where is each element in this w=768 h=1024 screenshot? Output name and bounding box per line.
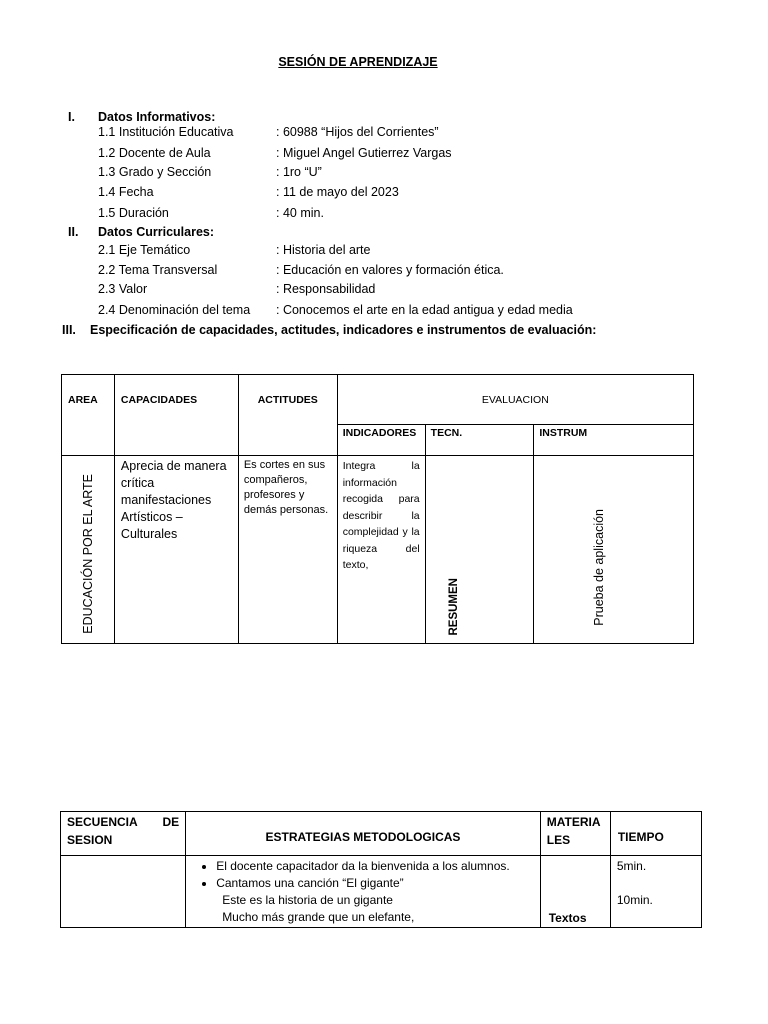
session-table (60, 811, 702, 928)
tiempo-cell (610, 856, 701, 928)
tecn-text: RESUMEN (447, 578, 460, 636)
tiempo-value: 5min. (616, 859, 647, 873)
info-value: : Conocemos el arte en la edad antigua y edad media (276, 303, 573, 317)
info-label: 2.4 Denominación del tema (98, 303, 251, 317)
materiales-cell: Textos (540, 856, 610, 928)
tiempo-value: 10min. (616, 893, 653, 907)
header-tecn: TECN. (425, 425, 534, 456)
info-value: : Responsabilidad (276, 282, 376, 296)
header-area: AREA (62, 375, 115, 456)
estrategias-cell (186, 856, 541, 928)
section1-heading: Datos Informativos: (98, 110, 216, 124)
header-tiempo: TIEMPO (610, 812, 701, 856)
actitudes-cell: Es cortes en sus compañeros, profesores y demás personas. (238, 456, 337, 644)
section3-heading: Especificación de capacidades, actitudes, indicadores e instrumentos de evaluación: (90, 323, 597, 337)
capacidades-cell: Aprecia de manera crítica manifestaciones Artísticos – Culturales (114, 456, 238, 644)
indicadores-cell: Integra la información recogida para describir la complejidad y la riqueza del texto, (337, 456, 425, 644)
info-label: 1.3 Grado y Sección (98, 165, 212, 179)
info-value: : 40 min. (276, 206, 324, 220)
song-line: Mucho más grande que un elefante, (222, 910, 415, 924)
area-cell (62, 456, 115, 644)
info-value: : 11 de mayo del 2023 (276, 185, 399, 199)
section1-numeral: I. (68, 110, 75, 124)
info-value: : 1ro “U” (276, 165, 322, 179)
header-indicadores: INDICADORES (337, 425, 425, 456)
section2-heading: Datos Curriculares: (98, 225, 215, 239)
header-actitudes: ACTITUDES (238, 375, 337, 456)
info-value: : Miguel Angel Gutierrez Vargas (276, 146, 452, 160)
info-value: : Educación en valores y formación ética. (276, 263, 504, 277)
header-secuencia-text: SECUENCIA DE SESION (67, 815, 180, 847)
tecn-cell (425, 456, 534, 644)
header-estrategias: ESTRATEGIAS METODOLOGICAS (186, 812, 541, 856)
header-materiales: MATERIA LES (540, 812, 610, 856)
info-label: 1.2 Docente de Aula (98, 146, 211, 160)
info-label: 2.2 Tema Transversal (98, 263, 218, 277)
section2-numeral: II. (68, 225, 79, 239)
info-label: 1.4 Fecha (98, 185, 154, 199)
info-label: 1.1 Institución Educativa (98, 125, 234, 139)
area-text: EDUCACIÓN POR EL ARTE (80, 474, 95, 634)
evaluation-table (61, 374, 694, 644)
header-evaluacion: EVALUACION (337, 375, 693, 425)
secuencia-cell (61, 856, 186, 928)
header-instrum: INSTRUM (534, 425, 694, 456)
info-label: 2.1 Eje Temático (98, 243, 191, 257)
instrum-text: Prueba de aplicación (592, 509, 607, 626)
song-line: Este es la historia de un gigante (222, 893, 393, 907)
list-item: • El docente capacitador da la bienvenida a los alumnos. (216, 858, 540, 875)
info-label: 2.3 Valor (98, 282, 148, 296)
info-value: : Historia del arte (276, 243, 371, 257)
list-item: • Cantamos una canción “El gigante” (216, 875, 540, 892)
document-title: SESIÓN DE APRENDIZAJE (278, 55, 438, 69)
info-label: 1.5 Duración (98, 206, 169, 220)
instrum-cell (534, 456, 694, 644)
info-value: : 60988 “Hijos del Corrientes” (276, 125, 439, 139)
header-capacidades: CAPACIDADES (114, 375, 238, 456)
section3-numeral: III. (62, 323, 76, 337)
estrategias-list (186, 858, 540, 892)
header-secuencia (61, 812, 186, 856)
